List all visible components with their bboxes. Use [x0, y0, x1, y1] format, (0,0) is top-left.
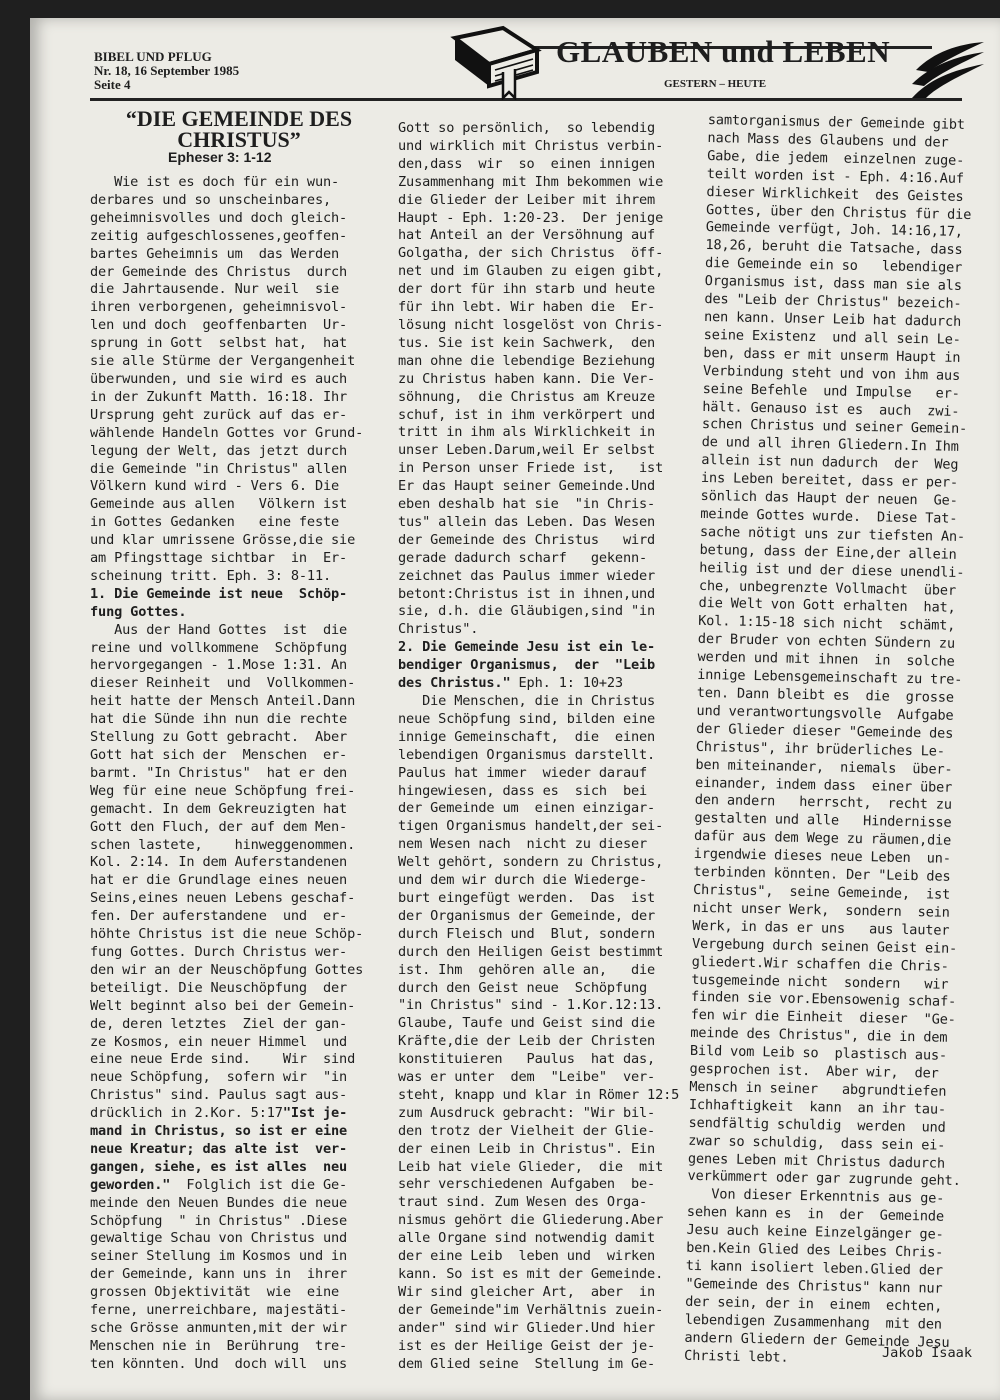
text-line: Völkern kund wird - Vers 6. Die — [90, 478, 340, 495]
text-line: kann. So ist es mit der Gemeinde. — [398, 1266, 664, 1282]
text-line: tus. Sie ist kein Sachwerk, den — [398, 334, 656, 351]
text-line: net und im Glauben zu eigen gibt, — [398, 263, 664, 280]
text-line: eine neue Erde sind. Wir sind — [90, 1051, 356, 1068]
text-line: nismus gehört die Gliederung.Aber — [398, 1212, 664, 1229]
text-line: durch Fleisch und Blut, sondern — [398, 925, 656, 942]
text-line: mand in Christus, so ist er eine — [90, 1123, 348, 1140]
text-line: lebendigen Organismus darstellt. — [398, 746, 656, 763]
text-line: legung der Welt, das jetzt durch — [90, 442, 348, 459]
text-line: Mensch in seiner abgrundtiefen — [689, 1078, 947, 1100]
text-line: sache nötigt uns zur tiefsten An- — [699, 523, 966, 545]
text-line: geheimnisvolles und doch gleich- — [90, 209, 348, 226]
text-line: eben deshalb hat sie "in Chris- — [398, 496, 656, 513]
text-line: die Gemeinde "in Christus" allen — [90, 460, 348, 477]
text-line: meinde den Neuen Bundes die neue — [90, 1194, 348, 1211]
text-line: Von dieser Erkenntnis aus ge- — [687, 1186, 945, 1208]
text-line: dieser Wirklichkeit des Geistes — [706, 183, 964, 205]
text-line: beteiligt. Die Neuschöpfung der — [90, 979, 348, 996]
text-line: zeitig aufgeschlossenes,geoffen- — [90, 227, 348, 244]
text-line: hat die Sünde ihn nun die rechte — [90, 711, 348, 728]
text-line: ist es der Heilige Geist der je- — [398, 1337, 656, 1354]
text-line: reine und vollkommene Schöpfung — [90, 639, 348, 656]
text-line: gestalten und alle Hindernisse — [694, 810, 952, 832]
text-line: sprung in Gott selbst hat, hat — [90, 335, 348, 352]
text-line: fung Gottes. Durch Christus wer- — [90, 943, 348, 960]
text-line: "in Christus" sind - 1.Kor.12:13. — [398, 997, 664, 1014]
text-line: derbares und so unscheinbares, — [90, 191, 332, 208]
text-line: Gemeinde aus allen Völkern ist — [90, 496, 348, 513]
text-line: Christus". — [398, 621, 479, 638]
text-line: samtorganismus der Gemeinde gibt — [707, 112, 966, 133]
text-line: burt eingefügt werden. Das ist — [398, 889, 656, 906]
text-line: tigen Organismus handelt,der sei- — [398, 818, 664, 835]
text-line: der Gemeinde, kann uns in ihrer — [90, 1266, 348, 1283]
text-line: Stellung zu Gott gebracht. Aber — [90, 729, 348, 746]
article-title — [108, 108, 370, 150]
section-title: GLAUBEN und LEBEN — [556, 34, 891, 69]
text-line: verkümmert oder gar zugrunde geht. — [687, 1168, 961, 1190]
text-line: des "Leib der Christus" bezeich- — [704, 291, 962, 312]
article-title-line1: “DIE GEMEINDE DES — [125, 106, 353, 131]
text-line: sie, d.h. die Gläubigen,sind "in — [398, 603, 656, 620]
text-line: den wir an der Neuschöpfung Gottes — [90, 961, 364, 978]
text-line: Christus", ihr brüderliches Le- — [695, 738, 945, 760]
text-line: den andern herrscht, recht zu — [694, 792, 952, 814]
text-line: Christi lebt. — [683, 1347, 789, 1366]
text-line: nen kann. Unser Leib hat dadurch — [703, 308, 962, 330]
text-line: de, deren letztes Ziel der gan- — [90, 1015, 348, 1032]
text-line: innige Gemeinschaft, die einen — [398, 728, 656, 745]
text-line: terbinden könnten. Der "Leib des — [693, 863, 951, 885]
text-line: schen lastete, hinweggenommen. — [90, 836, 356, 853]
text-line: seine Befehle und Impulse er- — [702, 380, 960, 402]
text-line: innige Lebensgemeinschaft zu tre- — [697, 666, 963, 689]
text-line: einander, indem dass einer über — [694, 774, 953, 796]
text-line: bartes Geheimnis um das Werden — [90, 245, 340, 262]
text-line: seine Existenz und all sein Le- — [703, 326, 961, 348]
flame-logo-icon — [908, 40, 986, 100]
text-line: gemacht. In dem Gekreuzigten hat — [90, 800, 348, 817]
text-line: söhnung, die Christus am Kreuze — [398, 388, 656, 405]
text-line: der sein, der in einem echten, — [685, 1293, 943, 1315]
text-line: bendiger Organismus, der "Leib — [398, 657, 656, 674]
text-line: und verantwortungsvolle Aufgabe — [696, 702, 954, 724]
text-line: sönlich das Haupt der neuen Ge- — [700, 487, 958, 509]
text-line: hält. Genauso ist es auch zwi- — [702, 398, 960, 420]
text-line: Er das Haupt seiner Gemeinde.Und — [398, 478, 656, 495]
text-line: sehr verschiedenen Aufgaben be- — [398, 1176, 656, 1193]
text-line: hat er die Grundlage eines neuen — [90, 872, 348, 889]
text-line: Aus der Hand Gottes ist die — [90, 621, 348, 638]
text-line: hervorgegangen - 1.Mose 1:31. An — [90, 657, 348, 674]
text-line: allein ist nun dadurch der Weg — [701, 452, 959, 474]
text-line: ten. Dann bleibt es die grosse — [696, 684, 955, 706]
text-line: ferne, unerreichbare, majestäti- — [90, 1302, 348, 1319]
text-line: geworden." Folglich ist die Ge- — [90, 1176, 348, 1193]
text-line: traut sind. Zum Wesen des Orga- — [398, 1194, 648, 1211]
text-column-2 — [398, 120, 690, 1373]
text-line: der eine Leib leben und wirken — [398, 1248, 656, 1265]
text-line: heilig ist und der diese unendli- — [699, 559, 965, 581]
text-line: der Gemeinde"im Verhältnis zuein- — [398, 1301, 664, 1318]
text-line: der Gemeinde um einen einzigar- — [398, 800, 656, 817]
text-line: der Gemeinde des Christus wird — [398, 531, 656, 548]
text-line: alle Organe sind notwendig damit — [398, 1230, 656, 1247]
text-line: hingewiesen, dass es sich bei — [398, 782, 648, 799]
text-line: ten könnten. Und doch will uns — [90, 1355, 348, 1372]
text-line: ti kann isoliert leben.Glied der — [685, 1257, 944, 1279]
text-line: ze Kosmos, ein neuer Himmel und — [90, 1033, 348, 1050]
text-line: barmt. "In Christus" hat er den — [90, 764, 348, 781]
text-line: Bild vom Leib so plastisch aus- — [689, 1042, 948, 1064]
text-line: dieser Reinheit und Vollkommen- — [90, 675, 356, 692]
text-line: andern Gliedern der Gemeinde Jesu — [684, 1329, 950, 1351]
text-line: len und doch geoffenbarten Ur- — [90, 317, 348, 334]
author-signature: Jakob Isaak — [882, 1345, 973, 1361]
text-line: werden und mit ihnen in solche — [697, 649, 955, 671]
text-line: che, unbegrenzte Vollmacht über — [698, 577, 957, 599]
text-line: was er unter dem "Leibe" ver- — [398, 1069, 656, 1086]
scripture-reference: Epheser 3: 1-12 — [168, 149, 272, 165]
text-line: drücklich in 2.Kor. 5:17"Ist je- — [90, 1105, 348, 1122]
text-line: irgendwie dieses neue Leben un- — [693, 846, 951, 867]
text-line: und wirklich mit Christus verbin- — [398, 137, 664, 154]
text-line: zeichnet das Paulus immer wieder — [398, 567, 656, 584]
text-line: nach Mass des Glaubens und der — [707, 129, 949, 151]
text-line: in Gottes Gedanken eine feste — [90, 514, 340, 531]
publication-info — [94, 50, 239, 92]
text-line: der dort für ihn starb und heute — [398, 281, 656, 298]
text-line: unser Leben.Darum,weil Er selbst — [398, 442, 656, 459]
text-line: höhte Christus ist die neue Schöp- — [90, 926, 364, 943]
text-line: Leib hat viele Glieder, die mit — [398, 1158, 664, 1175]
text-line: steht, knapp und klar in Römer 12:5 — [398, 1086, 680, 1103]
page-number: Seite 4 — [94, 77, 131, 92]
text-line: lösung nicht losgelöst von Chris- — [398, 316, 664, 333]
text-line: Wie ist es doch für ein wun- — [90, 174, 340, 190]
text-line: 1. Die Gemeinde ist neue Schöp- — [90, 585, 348, 602]
text-line: "Gemeinde des Christus" kann nur — [685, 1275, 943, 1297]
text-line: heit hatte der Mensch Anteil.Dann — [90, 693, 356, 710]
text-line: fen wir die Einheit dieser "Ge- — [690, 1007, 956, 1029]
section-subtitle: GESTERN – HEUTE — [664, 78, 767, 90]
text-line: Organismus ist, dass man sie als — [704, 273, 962, 295]
text-line: Gott hat sich der Menschen er- — [90, 747, 348, 763]
book-icon — [425, 20, 555, 100]
text-line: in der Zukunft Matth. 16:18. Ihr — [90, 388, 348, 405]
text-line: durch den Geist neue Schöpfung — [398, 979, 648, 996]
text-line: sche Grösse anmunten,mit der wir — [90, 1320, 348, 1336]
text-line: ben miteinander, niemals über- — [695, 756, 953, 778]
text-line: Werk, in das er uns aus lauter — [692, 917, 950, 939]
text-line: seiner Stellung im Kosmos und in — [90, 1248, 348, 1265]
text-line: schuf, ist in ihm verkörpert und — [398, 406, 656, 423]
text-line: Kol. 1:15-18 sich nicht schämt, — [698, 613, 956, 635]
text-line: Gott so persönlich, so lebendig — [398, 120, 656, 136]
text-line: ihren verborgenen, geheimnisvol- — [90, 299, 348, 316]
text-line: genes Leben mit Christus dadurch — [687, 1150, 946, 1172]
text-line: tus" allein das Leben. Das Wesen — [398, 513, 656, 530]
text-line: Die Menschen, die in Christus — [398, 693, 656, 709]
text-line: Christus" sind. Paulus sagt aus- — [90, 1087, 348, 1104]
text-line: meinde Gottes wurde. Diese Tat- — [700, 505, 958, 527]
text-line: finden sie vor.Ebensowenig schaf- — [690, 989, 957, 1011]
text-line: in Person unser Friede ist, ist — [398, 460, 664, 477]
text-line: Vergebung durch seinen Geist ein- — [691, 935, 958, 957]
text-line: gangen, siehe, es ist alles neu — [90, 1158, 348, 1175]
text-line: Gemeinde verfügt, Joh. 14:16,17, — [705, 219, 963, 241]
text-line: Golgatha, der sich Christus öff- — [398, 245, 664, 262]
text-line: die Jahrtausende. Nur weil sie — [90, 281, 340, 298]
text-line: den,dass wir so einen innigen — [398, 155, 656, 172]
text-line: 18,26, beruht die Tatsache, dass — [705, 237, 963, 259]
text-line: die Gemeinde ein so lebendiger — [704, 255, 963, 277]
text-line: neue Schöpfung, sofern wir "in — [90, 1069, 348, 1086]
text-line: Jesu auch keine Einzelgänger ge- — [686, 1221, 944, 1243]
text-line: Gott den Fluch, der auf dem Men- — [90, 818, 348, 835]
text-line: konstituieren Paulus hat das, — [398, 1051, 656, 1068]
text-line: sendfältig schuldig werden und — [688, 1114, 946, 1136]
text-line: grossen Objektivität wie eine — [90, 1284, 340, 1301]
text-line: der einen Leib in Christus". Ein — [398, 1140, 656, 1157]
text-line: betung, dass der Eine,der allein — [699, 541, 957, 563]
text-line: Ursprung geht zurück auf das er- — [90, 406, 348, 423]
publication-name: BIBEL UND PFLUG — [94, 49, 212, 64]
text-line: gerade dadurch scharf gekenn- — [398, 549, 648, 566]
text-line: dafür aus dem Wege zu räumen,die — [693, 828, 952, 850]
text-line: Gottes, über den Christus für die — [705, 201, 972, 223]
text-line: der Organismus der Gemeinde, der — [398, 907, 656, 924]
text-line: die Welt von Gott erhalten hat, — [698, 595, 956, 617]
text-line: ben.Kein Glied des Leibes Chris- — [686, 1239, 944, 1261]
text-column-3 — [684, 112, 988, 1371]
text-line: sehen kann es in der Gemeinde — [686, 1204, 945, 1226]
text-line: gewaltige Schau von Christus und — [90, 1230, 348, 1247]
text-line: zwar so schuldig, dass sein ei- — [688, 1132, 946, 1154]
text-line: ben, dass er mit unserm Haupt in — [703, 344, 961, 366]
text-line: des Christus." Eph. 1: 10+23 — [398, 675, 623, 692]
text-line: Kol. 2:14. In dem Auferstandenen — [90, 854, 348, 871]
text-line: gesprochen ist. Aber wir, der — [689, 1060, 939, 1082]
text-line: Weg für eine neue Schöpfung frei- — [90, 782, 356, 799]
text-line: am Pfingsttage sichtbar in Er- — [90, 550, 348, 567]
text-line: Christus", seine Gemeinde, ist — [692, 881, 951, 903]
text-line: hat Anteil an der Versöhnung auf — [398, 227, 656, 244]
text-line: gliedert.Wir schaffen die Chris- — [691, 953, 949, 975]
text-line: ist. Ihm gehören alle an, die — [398, 961, 656, 978]
text-line: Ichhaftigkeit kann an ihr tau- — [688, 1096, 947, 1118]
text-line: fen. Der auferstandene und er- — [90, 908, 348, 925]
text-line: Haupt - Eph. 1:20-23. Der jenige — [398, 209, 664, 226]
text-line: Welt beginnt also bei der Gemein- — [90, 997, 356, 1014]
text-line: betont:Christus ist in ihnen,und — [398, 585, 656, 602]
text-line: der Bruder von echten Sündern zu — [697, 631, 956, 653]
text-line: die Glieder der Leiber mit ihrem — [398, 191, 656, 208]
text-line: Kräfte,die der Leib der Christen — [398, 1033, 656, 1050]
text-line: und klar umrissene Grösse,die sie — [90, 532, 356, 549]
text-line: ander" sind wir Glieder.Und hier — [398, 1319, 656, 1336]
text-line: meinde des Christus", die in dem — [690, 1025, 948, 1046]
issue-number: Nr. 18, 16 September 1985 — [94, 63, 240, 78]
text-line: der Glieder dieser "Gemeinde des — [696, 720, 954, 742]
text-line: Welt gehört, sondern zu Christus, — [398, 854, 664, 871]
text-line: und dem wir durch die Wiederge- — [398, 872, 648, 889]
text-line: lebendigen Zusammenhang mit den — [684, 1311, 943, 1333]
text-line: Schöpfung " in Christus" .Diese — [90, 1212, 348, 1229]
text-line: Zusammenhang mit Ihm bekommen wie — [398, 173, 664, 190]
text-line: Paulus hat immer wieder darauf — [398, 764, 648, 781]
text-line: dem Glied seine Stellung im Ge- — [398, 1355, 656, 1372]
text-line: fung Gottes. — [90, 603, 187, 620]
text-line: man ohne die lebendige Beziehung — [398, 352, 656, 369]
text-line: ins Leben bereitet, dass er per- — [700, 470, 959, 491]
text-line: den trotz der Vielheit der Glie- — [398, 1122, 656, 1139]
text-line: der Gemeinde des Christus durch — [90, 263, 348, 280]
text-line: durch den Heiligen Geist bestimmt — [398, 943, 664, 960]
text-line: neue Kreatur; das alte ist ver- — [90, 1140, 348, 1157]
text-line: Verbindung steht und von ihm aus — [702, 362, 961, 384]
text-line: Seins,eines neuen Lebens geschaf- — [90, 890, 356, 907]
text-line: tusgemeinde nicht sondern wir — [691, 971, 949, 993]
text-line: schen Christus und seiner Gemein- — [701, 416, 968, 438]
text-line: Menschen nie in Berührung tre- — [90, 1337, 348, 1354]
text-line: 2. Die Gemeinde Jesu ist ein le- — [398, 639, 656, 656]
text-line: nicht unser Werk, sondern sein — [692, 899, 950, 921]
text-line: Glaube, Taufe und Geist sind die — [398, 1015, 656, 1032]
text-line: für ihn lebt. Wir haben die Er- — [398, 299, 656, 316]
text-line: sie alle Stürme der Vergangenheit — [90, 353, 356, 370]
text-line: zu Christus haben kann. Die Ver- — [398, 370, 656, 387]
text-line: wählende Handeln Gottes vor Grund- — [90, 424, 364, 441]
text-line: teilt worden ist - Eph. 4:16.Auf — [706, 165, 965, 187]
text-line: neue Schöpfung sind, bilden eine — [398, 710, 656, 727]
text-column-1 — [90, 174, 372, 1374]
text-line: de und all ihren Gliedern.In Ihm — [701, 434, 959, 456]
article-title-line2: CHRISTUS” — [177, 127, 301, 152]
text-line: tritt in ihm als Wirklichkeit in — [398, 424, 656, 441]
text-line: Gabe, die jedem einzelnen zuge- — [707, 147, 965, 169]
text-line: nem Wesen nach nicht zu dieser — [398, 836, 648, 853]
text-line: zum Ausdruck gebracht: "Wir bil- — [398, 1104, 656, 1121]
text-line: überwunden, und sie wird es auch — [90, 370, 348, 387]
text-line: Wir sind gleicher Art, aber in — [398, 1283, 656, 1300]
text-line: scheinung tritt. Eph. 3: 8-11. — [90, 567, 332, 584]
